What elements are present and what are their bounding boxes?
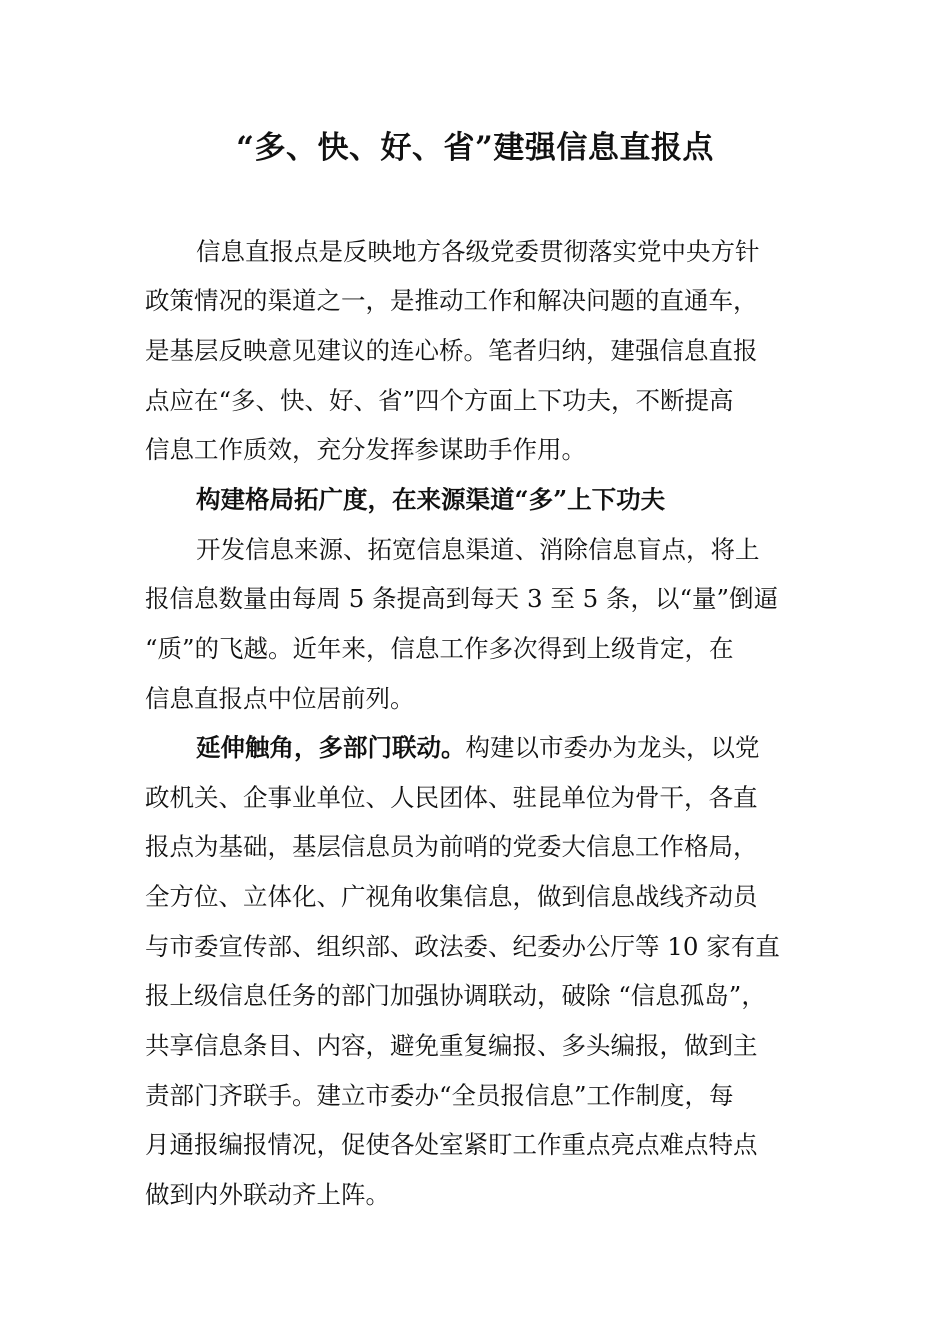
paragraph-line <box>196 731 760 765</box>
paragraph-line: 与市委宣传部、组织部、政法委、纪委办公厅等 10 家有直 <box>145 932 780 961</box>
paragraph-line: 信息直报点是反映地方各级党委贯彻落实党中央方针 <box>196 237 760 266</box>
paragraph-line: 开发信息来源、拓宽信息渠道、消除信息盲点，将上 <box>196 535 760 564</box>
paragraph-line: 政策情况的渠道之一，是推动工作和解决问题的直通车， <box>145 286 758 315</box>
paragraph-lead-bold: 延伸触角，多部门联动。 <box>196 733 466 762</box>
document-title: “多、快、好、省”建强信息直报点 <box>236 130 714 166</box>
paragraph-line: 共享信息条目、内容，避免重复编报、多头编报，做到主 <box>145 1031 758 1060</box>
paragraph-line: “质”的飞越。近年来，信息工作多次得到上级肯定，在 <box>145 634 734 663</box>
paragraph-line: 政机关、企事业单位、人民团体、驻昆单位为骨干，各直 <box>145 783 758 812</box>
paragraph-line: 全方位、立体化、广视角收集信息，做到信息战线齐动员 <box>145 882 758 911</box>
paragraph-line: 报上级信息任务的部门加强协调联动，破除 “信息孤岛”， <box>145 981 766 1010</box>
paragraph-line: 是基层反映意见建议的连心桥。笔者归纳，建强信息直报 <box>145 336 758 365</box>
paragraph-line: 报点为基础，基层信息员为前哨的党委大信息工作格局， <box>145 832 758 861</box>
section-heading: 构建格局拓广度，在来源渠道“多”上下功夫 <box>196 485 666 514</box>
paragraph-line: 报信息数量由每周 5 条提高到每天 3 至 5 条，以“量”倒逼 <box>145 584 779 613</box>
paragraph-line: 责部门齐联手。建立市委办“全员报信息”工作制度，每 <box>145 1081 734 1110</box>
paragraph-line: 月通报编报情况，促使各处室紧盯工作重点亮点难点特点 <box>145 1130 758 1159</box>
paragraph-line: 做到内外联动齐上阵。 <box>145 1180 390 1209</box>
paragraph-line: 点应在“多、快、好、省”四个方面上下功夫，不断提高 <box>145 386 734 415</box>
paragraph-line: 信息直报点中位居前列。 <box>145 684 415 713</box>
paragraph-line: 信息工作质效，充分发挥参谋助手作用。 <box>145 435 586 464</box>
paragraph-lead-rest: 构建以市委办为龙头，以党 <box>465 733 760 762</box>
